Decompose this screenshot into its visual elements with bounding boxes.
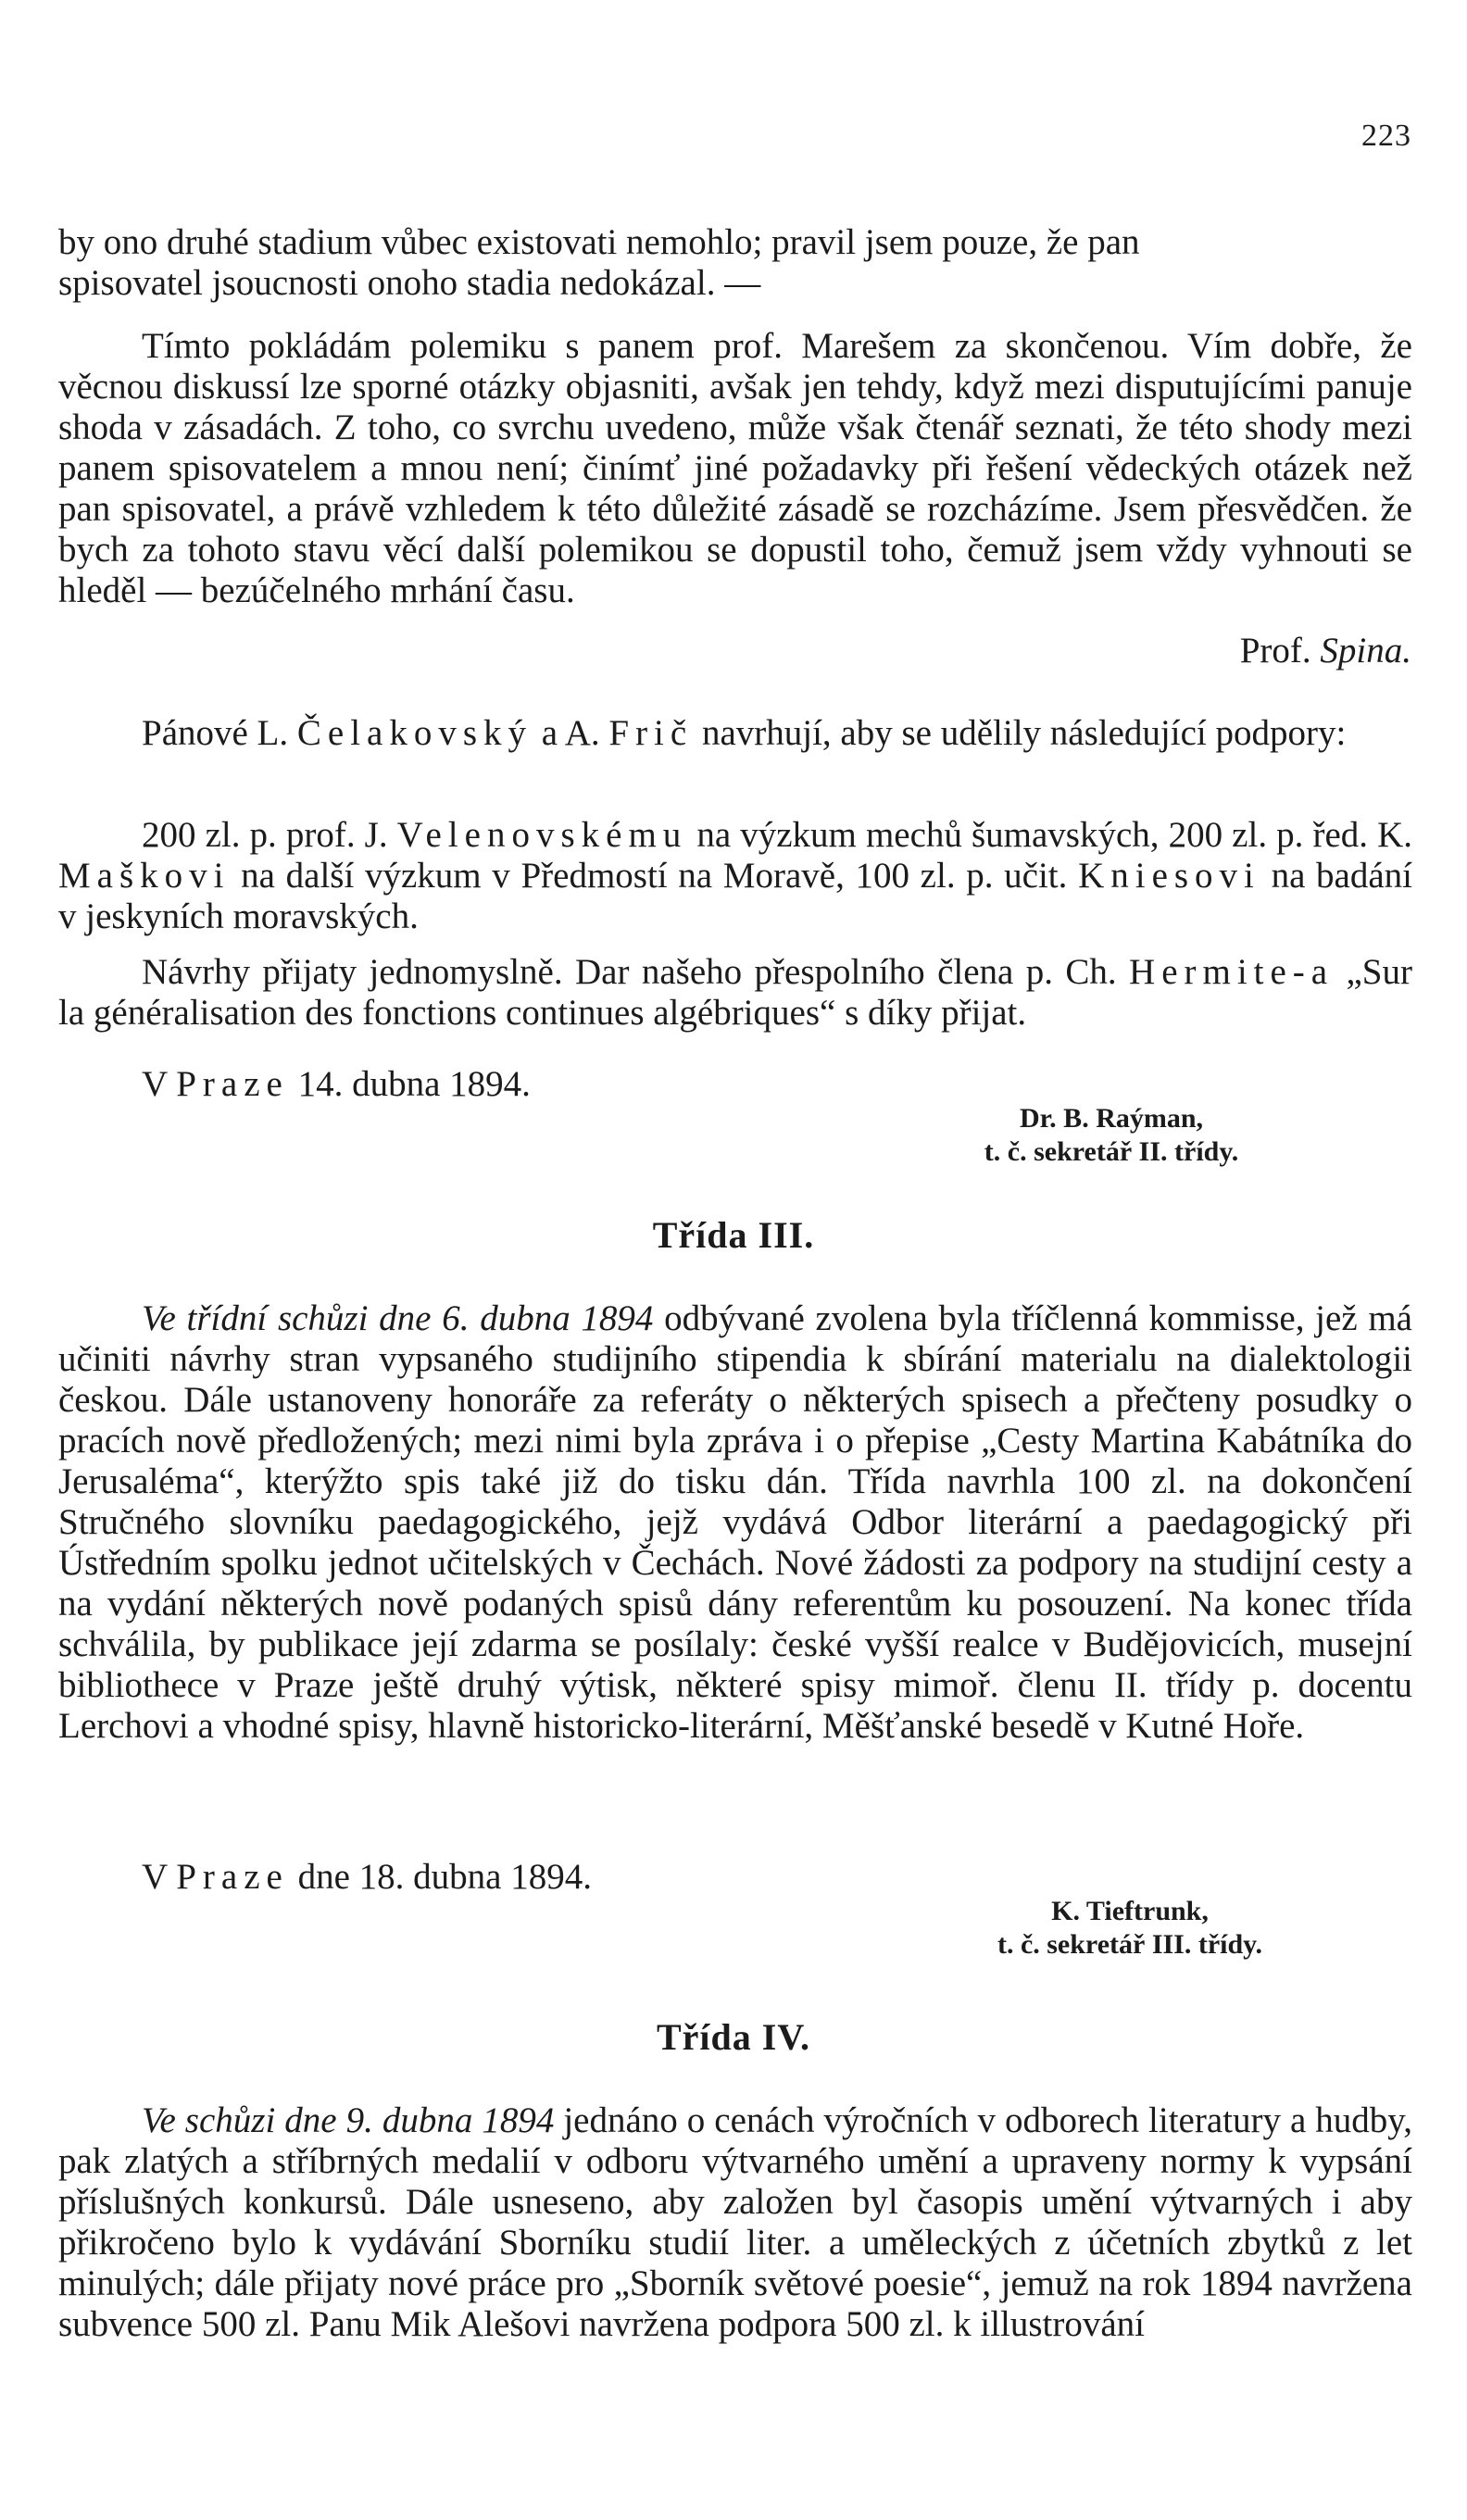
paragraph-proposal [58,713,1412,754]
class-iv-intro: Ve schůzi dne 9. dubna 1894 [142,2100,555,2140]
date-line-2 [142,1856,592,1898]
section-heading-iv: Třída IV. [656,2016,811,2058]
secretary-title-iii: t. č. sekretář III. třídy. [997,1929,1263,1960]
secretary-signature-ii [917,1102,1306,1169]
page-number: 223 [1361,119,1411,153]
author-signature [1240,630,1411,671]
class-iii-text: odbývané zvolena byla tříčlenná kommisse, jež má učiniti návrhy stran vypsaného studijního stipendia k sbírání materialu na dialektologii českou. Dále ustanoveny honoráře za referáty o některých spisech a přečteny posudky o pracích nově předložených; mezi nimi byla zpráva i o přepise „Cesty Martina Kabátníka do Jerusaléma“, kterýžto spis také již do tisku dán. Třída navrhla 100 zl. na dokončení Stručného slovníku paedagogického, jejž vydává Odbor literární a paedagogický při Ústředním spolku jednot učitelských v Čechách. Nové žádosti za podpory na studijní cesty a na vydání některých nově podaných spisů dány referentům ku posouzení. Na konec třída schválila, by publikace její zdarma se posílaly: české vyšší realce v Budějovicích, musejní bibliothece v Praze ještě druhý výtisk, některé spisy mimoř. členu II. třídy p. docentu Lerchovi a vhodné spisy, hlavně historicko-literární, Měšťanské besedě v Kutné Hoře. [58,1298,1412,1746]
proposal-text-a: Pánové L. [142,713,289,753]
accepted-text-a: Návrhy přijaty jednomyslně. Dar našeho přespolního člena p. Ch. [142,952,1117,992]
secretary-title-ii: t. č. sekretář II. třídy. [984,1136,1239,1167]
date2-a: V [142,1857,168,1897]
secretary-signature-iii [926,1895,1334,1962]
paragraph-polemic-end: Tímto pokládám polemiku s panem prof. Marešem za skončenou. Vím dobře, že věcnou diskussí lze sporné otázky objasniti, avšak jen tehdy, když mezi disputujícími panuje shoda v zásadách. Z toho, co svrchu uvedeno, může však čtenář seznati, že této shody mezi panem spisovatelem a mnou není; činímť jiné požadavky při řešení vědeckých otázek než pan spisovatel, a právě vzhledem k této důležité zásadě se rozcházíme. Jsem přesvědčen. že bych za tohoto stavu věcí další polemikou se dopustil toho, čemuž jsem vždy vyhnouti se hleděl — bezúčelného mrhání času. [58,326,1412,610]
name-fric: Frič [608,713,694,753]
date-line-1 [142,1063,531,1105]
author-prefix: Prof. [1239,631,1311,671]
proposal-text-e: navrhují, aby se udělily následující podpory: [701,713,1347,753]
grants-text-a: 200 zl. p. prof. J. [142,815,388,855]
class-iii-intro: Ve třídní schůzi dne 6. dubna 1894 [142,1298,654,1338]
proposal-text-c: a A. [541,713,600,753]
paragraph-grants [58,815,1412,937]
continuation-line-1: by ono druhé stadium vůbec existovati nemohlo; pravil jsem pouze, že pan [58,222,1140,262]
name-velenovsky: Velenovskému [396,815,688,855]
grants-text-e: na další výzkum v Předmostí na Moravě, 100 zl. p. učit. [241,856,1068,896]
class-iv-text: jednáno o cenách výročních v odborech literatury a hudby, pak zlatých a stříbrných medalií v odboru výtvarného umění a upraveny normy k vypsání příslušných konkursů. Dále usneseno, aby založen byl časopis umění výtvarných i aby přikročeno bylo k vydávání Sborníku studií liter. a uměleckých z účetních zbytků z let minulých; dále přijaty nové práce pro „Sborník světové poesie“, jemuž na rok 1894 navržena subvence 500 zl. Panu Mik Alešovi navržena podpora 500 zl. k illustrování [58,2100,1413,2344]
secretary-name-ii: Dr. B. Raýman, [1019,1103,1204,1134]
paragraph-class-iii [58,1298,1412,1747]
accepted-text-c: „Sur la généralisation des fonctions continues algébriques“ s díky přijat. [58,952,1412,1033]
continuation-line-2: spisovatel jsoucnosti onoho stadia nedokázal. — [58,263,761,303]
date1-date: 14. dubna 1894. [297,1064,531,1104]
paragraph-continuation [58,222,1412,304]
paragraph-accepted [58,952,1412,1034]
date1-place: Praze [176,1064,289,1104]
date1-a: V [142,1064,168,1104]
name-hermite: Hermite-a [1129,952,1335,992]
author-name: Spina. [1320,631,1411,671]
secretary-name-iii: K. Tieftrunk, [1051,1896,1209,1926]
section-heading-iii: Třída III. [652,1214,815,1256]
date2-place: Praze [176,1857,289,1897]
grants-text-c: na výzkum mechů šumavských, 200 zl. p. řed. K. [696,815,1412,855]
grants-text-g: na badání v jeskyních moravských. [58,856,1412,936]
name-knies: Kniesovi [1078,856,1260,896]
paragraph-class-iv [58,2100,1412,2345]
name-maska: Maškovi [58,856,231,896]
name-celakovsky: Čelakovský [296,713,533,753]
date2-date: dne 18. dubna 1894. [297,1857,592,1897]
